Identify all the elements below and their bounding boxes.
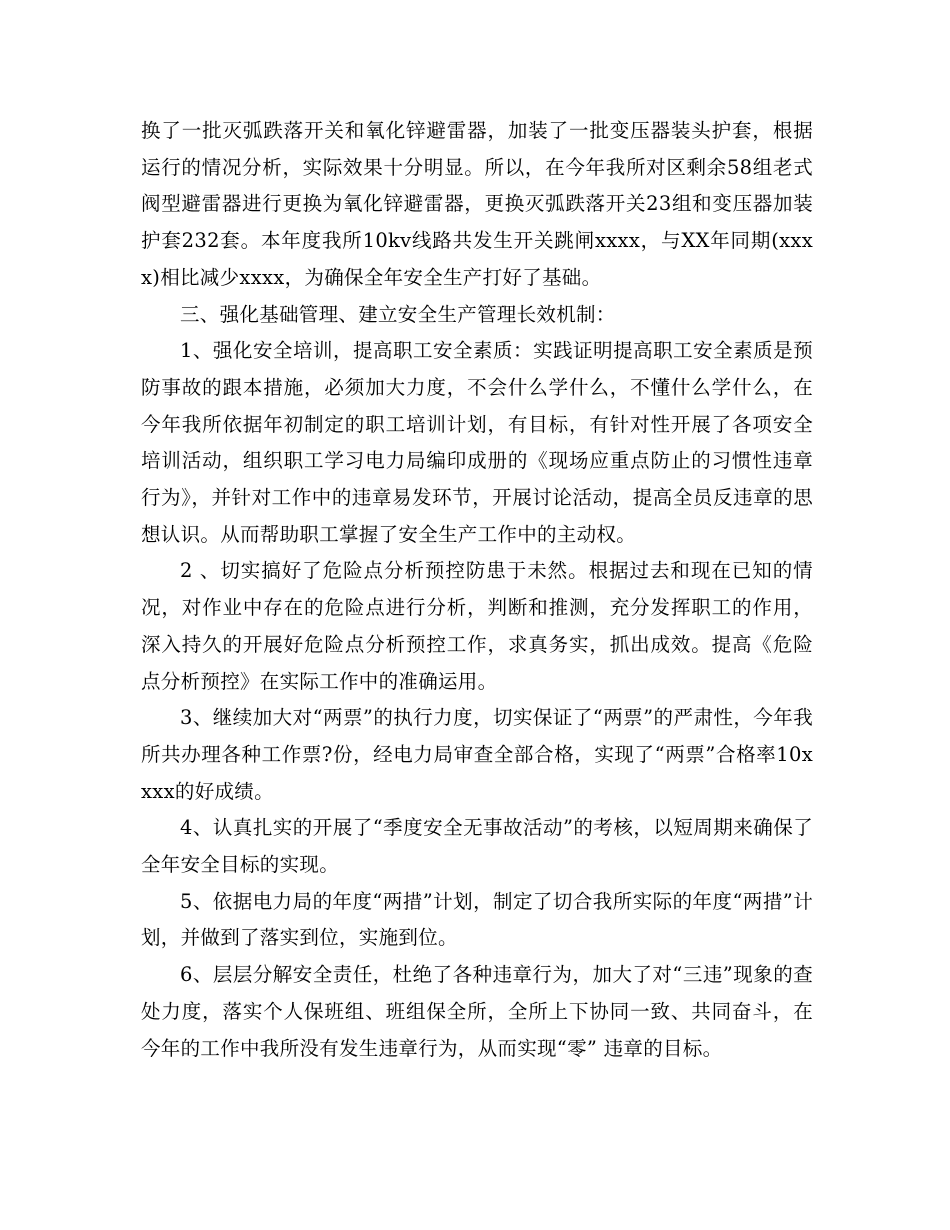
document-body bbox=[141, 113, 813, 1067]
section-heading-3: 三、强化基础管理、建立安全生产管理长效机制： bbox=[180, 302, 616, 326]
paragraph-item-3: 3、继续加大对“两票”的执行力度，切实保证了“两票”的严肃性，今年我所共办理各种工作票?份，经电力局审查全部合格，实现了“两票”合格率10xxxx的好成绩。 bbox=[141, 706, 813, 803]
paragraph-item-5: 5、依据电力局的年度“两措”计划，制定了切合我所实际的年度“两措”计划，并做到了落实到位，实施到位。 bbox=[141, 889, 813, 950]
paragraph-item-6: 6、层层分解安全责任，杜绝了各种违章行为，加大了对“三违”现象的查处力度，落实个人保班组、班组保全所，全所上下协同一致、共同奋斗，在今年的工作中我所没有发生违章行为，从而实现“零” 违章的目标。 bbox=[141, 963, 813, 1060]
paragraph-item-2: 2 、切实搞好了危险点分析预控防患于未然。根据过去和现在已知的情况，对作业中存在的危险点进行分析，判断和推测，充分发挥职工的作用，深入持久的开展好危险点分析预控工作，求真务实，抓出成效。提高《危险点分析预控》在实际工作中的准确运用。 bbox=[141, 559, 813, 693]
paragraph-item-4: 4、认真扎实的开展了“季度安全无事故活动”的考核，以短周期来确保了全年安全目标的实现。 bbox=[141, 816, 813, 877]
paragraph-continuation: 换了一批灭弧跌落开关和氧化锌避雷器，加装了一批变压器装头护套，根据运行的情况分析，实际效果十分明显。所以，在今年我所对区剩余58组老式阀型避雷器进行更换为氧化锌避雷器，更换灭弧跌落开关23组和变压器加装护套232套。本年度我所10kv线路共发生开关跳闸xxxx，与XX年同期(xxxx)相比减少xxxx，为确保全年安全生产打好了基础。 bbox=[141, 119, 813, 289]
paragraph-item-1: 1、强化安全培训，提高职工安全素质：实践证明提高职工安全素质是预防事故的跟本措施，必须加大力度，不会什么学什么，不懂什么学什么，在今年我所依据年初制定的职工培训计划，有目标，有针对性开展了各项安全培训活动，组织职工学习电力局编印成册的《现场应重点防止的习惯性违章行为》，并针对工作中的违章易发环节，开展讨论活动，提高全员反违章的思想认识。从而帮助职工掌握了安全生产工作中的主动权。 bbox=[141, 339, 813, 546]
